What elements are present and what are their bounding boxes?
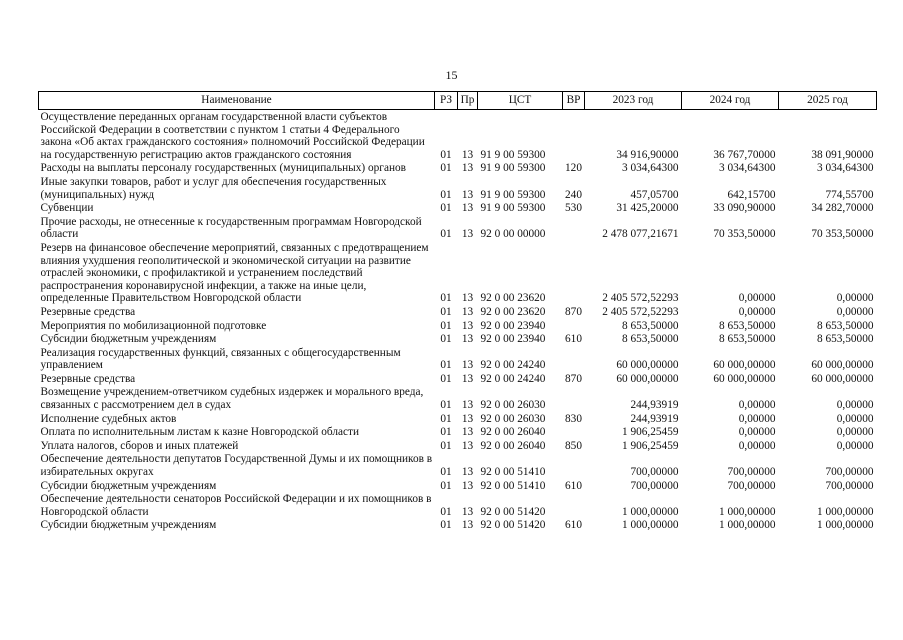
row-pr: 13 (461, 305, 474, 318)
row-name: Иные закупки товаров, работ и услуг для обеспечения государственных (муниципальных) нужд (40, 175, 387, 201)
row-2024: 60 000,00000 (713, 359, 776, 372)
row-rz: 01 (440, 372, 452, 385)
row-cst: 91 9 00 59300 (480, 148, 546, 161)
row-pr: 13 (461, 479, 474, 492)
row-vr: 530 (565, 202, 582, 215)
row-pr: 13 (461, 319, 474, 332)
row-cst: 92 0 00 51420 (480, 519, 546, 532)
row-2023: 1 906,25459 (622, 439, 679, 452)
row-cst: 92 0 00 24240 (480, 359, 546, 372)
header-2023: 2023 год (585, 92, 682, 110)
row-rz: 01 (440, 426, 452, 439)
row-cst: 92 0 00 51410 (480, 466, 546, 479)
row-pr: 13 (461, 292, 474, 305)
row-name: Мероприятия по мобилизационной подготовке (40, 319, 267, 332)
row-cst: 92 0 00 23620 (480, 292, 546, 305)
row-2023: 31 425,20000 (616, 202, 679, 215)
row-name: Осуществление переданных органам государственной власти субъектов Российской Федерации в соответствии с пунктом 1 статьи 4 Федерального закона «Об актах гражданского состояния» полномочий Российской Федерации на государственную регистрацию актов гражданского состояния (40, 111, 425, 161)
row-2024: 642,15700 (727, 188, 776, 201)
row-vr: 610 (565, 479, 582, 492)
row-vr (563, 319, 585, 333)
row-2025: 0,00000 (836, 292, 874, 305)
row-rz: 01 (440, 162, 452, 175)
row-name: Субвенции (40, 202, 94, 215)
row-cst: 92 0 00 23940 (480, 333, 546, 346)
header-rz: РЗ (435, 92, 458, 110)
row-2025: 1 000,00000 (817, 505, 874, 518)
header-vr: ВР (563, 92, 585, 110)
row-2024: 3 034,64300 (719, 162, 776, 175)
row-2025: 0,00000 (836, 305, 874, 318)
row-2023: 34 916,90000 (616, 148, 679, 161)
row-vr (563, 241, 585, 305)
row-rz: 01 (440, 333, 452, 346)
row-cst: 92 0 00 23940 (480, 319, 546, 332)
row-name: Резерв на финансовое обеспечение мероприятий, связанных с предотвращением влияния ухудшения геополитической и экономической ситуации на развитие отраслей экономики, с профилактикой и устранением последствий распространения коронавирусной инфекции, а также на иные цели, определенные Правительством Новгородской области (40, 241, 429, 305)
row-2023: 2 405 572,52293 (602, 305, 679, 318)
row-rz: 01 (440, 292, 452, 305)
row-2025: 8 653,50000 (817, 319, 874, 332)
row-name: Субсидии бюджетным учреждениям (40, 333, 217, 346)
row-rz: 01 (440, 148, 452, 161)
row-name: Реализация государственных функций, связанных с общегосударственным управлением (40, 346, 401, 372)
table-row (39, 385, 877, 411)
header-2025: 2025 год (779, 92, 877, 110)
row-rz: 01 (440, 202, 452, 215)
row-cst: 92 0 00 24240 (480, 372, 546, 385)
row-2023: 1 906,25459 (622, 426, 679, 439)
row-2025: 38 091,90000 (811, 148, 874, 161)
row-name: Расходы на выплаты персоналу государственных (муниципальных) органов (40, 162, 406, 175)
row-vr (563, 452, 585, 478)
row-cst: 91 9 00 59300 (480, 202, 546, 215)
row-cst: 92 0 00 26030 (480, 412, 546, 425)
row-cst: 92 0 00 51420 (480, 505, 546, 518)
table-row (39, 161, 877, 175)
row-name: Субсидии бюджетным учреждениям (40, 479, 217, 492)
row-2024: 8 653,50000 (719, 333, 776, 346)
row-pr: 13 (461, 505, 474, 518)
row-2024: 700,00000 (727, 479, 776, 492)
row-2025: 34 282,70000 (811, 202, 874, 215)
row-2025: 0,00000 (836, 399, 874, 412)
row-vr (563, 425, 585, 439)
row-2023: 244,93919 (630, 412, 679, 425)
row-vr: 870 (565, 305, 582, 318)
row-2023: 457,05700 (630, 188, 679, 201)
table-row (39, 452, 877, 478)
row-2025: 700,00000 (825, 466, 874, 479)
table-row (39, 175, 877, 201)
row-2024: 700,00000 (727, 466, 776, 479)
row-name: Прочие расходы, не отнесенные к государственным программам Новгородской области (40, 215, 422, 241)
table-row (39, 305, 877, 319)
row-cst: 92 0 00 26040 (480, 439, 546, 452)
row-vr: 850 (565, 439, 582, 452)
row-2025: 0,00000 (836, 412, 874, 425)
row-name: Уплата налогов, сборов и иных платежей (40, 439, 239, 452)
row-2024: 33 090,90000 (713, 202, 776, 215)
row-rz: 01 (440, 359, 452, 372)
table-row (39, 425, 877, 439)
row-pr: 13 (461, 426, 474, 439)
row-name: Обеспечение деятельности депутатов Государственной Думы и их помощников в избирательных округах (40, 453, 433, 479)
row-cst: 92 0 00 51410 (480, 479, 546, 492)
row-pr: 13 (461, 466, 474, 479)
row-cst: 92 0 00 26040 (480, 426, 546, 439)
row-2023: 2 405 572,52293 (602, 292, 679, 305)
row-cst: 91 9 00 59300 (480, 162, 546, 175)
row-rz: 01 (440, 439, 452, 452)
row-2023: 244,93919 (630, 399, 679, 412)
row-pr: 13 (461, 439, 474, 452)
row-rz: 01 (440, 228, 452, 241)
row-2023: 8 653,50000 (622, 319, 679, 332)
row-vr: 830 (565, 412, 582, 425)
row-2024: 1 000,00000 (719, 519, 776, 532)
table-row (39, 332, 877, 346)
table-row (39, 492, 877, 518)
row-2024: 8 653,50000 (719, 319, 776, 332)
row-vr: 120 (565, 162, 582, 175)
row-pr: 13 (461, 148, 474, 161)
row-2024: 36 767,70000 (713, 148, 776, 161)
row-2024: 60 000,00000 (713, 372, 776, 385)
row-vr: 610 (565, 333, 582, 346)
table-row (39, 479, 877, 493)
row-rz: 01 (440, 399, 452, 412)
row-name: Исполнение судебных актов (40, 412, 177, 425)
row-vr (563, 346, 585, 372)
table-row (39, 518, 877, 532)
page-number: 15 (445, 68, 458, 82)
row-rz: 01 (440, 412, 452, 425)
row-2023: 60 000,00000 (616, 372, 679, 385)
row-pr: 13 (461, 188, 474, 201)
row-cst: 92 0 00 23620 (480, 305, 546, 318)
table-row (39, 241, 877, 305)
budget-table (38, 91, 877, 532)
row-2025: 70 353,50000 (811, 228, 874, 241)
row-2025: 774,55700 (825, 188, 874, 201)
row-rz: 01 (440, 505, 452, 518)
row-rz: 01 (440, 188, 452, 201)
row-2023: 1 000,00000 (622, 505, 679, 518)
row-2023: 3 034,64300 (622, 162, 679, 175)
table-row (39, 439, 877, 453)
row-2023: 1 000,00000 (622, 519, 679, 532)
row-pr: 13 (461, 399, 474, 412)
row-vr (563, 110, 585, 162)
row-vr (563, 215, 585, 241)
row-vr: 870 (565, 372, 582, 385)
row-name: Обеспечение деятельности сенаторов Российской Федерации и их помощников в Новгородской области (40, 493, 432, 518)
row-2023: 60 000,00000 (616, 359, 679, 372)
row-name: Субсидии бюджетным учреждениям (40, 519, 217, 532)
row-name: Оплата по исполнительным листам к казне Новгородской области (40, 426, 359, 439)
table-row (39, 412, 877, 426)
header-row (39, 92, 877, 110)
table-row (39, 319, 877, 333)
row-rz: 01 (440, 319, 452, 332)
row-pr: 13 (461, 412, 474, 425)
row-name: Возмещение учреждением-ответчиком судебных издержек и морального вреда, связанных с рассмотрением дел в судах (40, 386, 424, 412)
row-pr: 13 (461, 519, 474, 532)
row-2025: 3 034,64300 (817, 162, 874, 175)
row-pr: 13 (461, 202, 474, 215)
row-vr (563, 385, 585, 411)
row-cst: 92 0 00 00000 (480, 228, 546, 241)
row-2025: 8 653,50000 (817, 333, 874, 346)
row-rz: 01 (440, 305, 452, 318)
row-2025: 700,00000 (825, 479, 874, 492)
header-name: Наименование (39, 92, 435, 110)
row-2024: 0,00000 (738, 292, 776, 305)
row-2024: 0,00000 (738, 439, 776, 452)
row-vr (563, 492, 585, 518)
table-row (39, 215, 877, 241)
row-name: Резервные средства (40, 305, 136, 318)
row-2025: 0,00000 (836, 439, 874, 452)
row-vr: 240 (565, 188, 582, 201)
row-rz: 01 (440, 479, 452, 492)
row-2023: 2 478 077,21671 (602, 228, 679, 241)
row-cst: 92 0 00 26030 (480, 399, 546, 412)
row-2025: 0,00000 (836, 426, 874, 439)
row-2023: 8 653,50000 (622, 333, 679, 346)
row-2024: 0,00000 (738, 412, 776, 425)
row-2023: 700,00000 (630, 479, 679, 492)
table-row (39, 372, 877, 386)
row-2025: 60 000,00000 (811, 359, 874, 372)
row-pr: 13 (461, 162, 474, 175)
row-rz: 01 (440, 466, 452, 479)
row-2024: 0,00000 (738, 305, 776, 318)
row-pr: 13 (461, 372, 474, 385)
row-cst: 91 9 00 59300 (480, 188, 546, 201)
row-name: Резервные средства (40, 372, 136, 385)
row-vr: 610 (565, 519, 582, 532)
table-body (39, 110, 877, 533)
row-2024: 1 000,00000 (719, 505, 776, 518)
header-cst: ЦСТ (478, 92, 563, 110)
row-2024: 70 353,50000 (713, 228, 776, 241)
row-2024: 0,00000 (738, 399, 776, 412)
table-row (39, 110, 877, 162)
row-pr: 13 (461, 228, 474, 241)
row-rz: 01 (440, 519, 452, 532)
row-2025: 60 000,00000 (811, 372, 874, 385)
row-2024: 0,00000 (738, 426, 776, 439)
row-pr: 13 (461, 333, 474, 346)
header-pr: Пр (458, 92, 478, 110)
table-row (39, 346, 877, 372)
table-row (39, 201, 877, 215)
row-2025: 1 000,00000 (817, 519, 874, 532)
header-2024: 2024 год (682, 92, 779, 110)
row-2023: 700,00000 (630, 466, 679, 479)
row-pr: 13 (461, 359, 474, 372)
